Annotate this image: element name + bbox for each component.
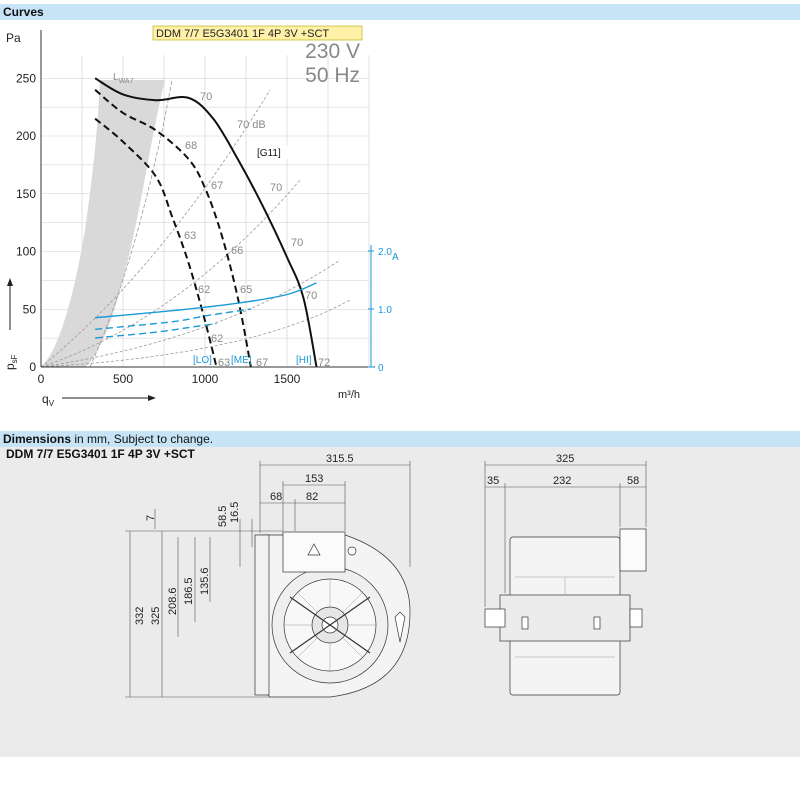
- y2-tick-label: 0: [378, 363, 384, 374]
- side-dim-232: 232: [553, 475, 572, 487]
- dim-16-5: 16.5: [229, 501, 241, 523]
- y-unit-label: Pa: [6, 31, 21, 45]
- side-dim-325: 325: [556, 453, 575, 465]
- y-symbol: [3, 354, 19, 370]
- y-tick-label: 50: [22, 302, 36, 317]
- g11-tag: [G11]: [257, 148, 281, 159]
- front-view: [255, 532, 410, 697]
- current-curve-lo: [95, 324, 216, 339]
- db-label: 70: [270, 182, 283, 194]
- y-tick-label: 250: [15, 71, 36, 86]
- fan-curves-chart: [0, 20, 800, 410]
- stall-area: [41, 80, 165, 367]
- speed-label-me: [ME]: [231, 355, 252, 366]
- y-tick-label: 100: [15, 244, 36, 259]
- db-label: 62: [211, 333, 224, 345]
- db-label: 72: [318, 357, 331, 369]
- x-symbol: $q_V$: [42, 392, 55, 408]
- y-tick-label: 200: [15, 129, 36, 143]
- dim-58-5: 58.5: [217, 505, 229, 527]
- x-arrow-head: [148, 395, 156, 401]
- dimensions-title: Dimensions: [3, 432, 72, 446]
- x-tick-label: 0: [37, 372, 45, 386]
- y-tick-label: 0: [29, 360, 36, 374]
- speed-label-lo: [LO]: [193, 355, 212, 366]
- x-tick-label: 1000: [191, 372, 219, 386]
- dimensions-model-label: DDM 7/7 E5G3401 1F 4P 3V +SCT: [6, 447, 195, 461]
- voltage-label: 230 V: [305, 40, 360, 63]
- dimension-drawing: [0, 447, 800, 757]
- db-label: 63: [184, 230, 197, 242]
- db-label: 70: [305, 290, 318, 302]
- svg-text:psF: $p_{sF}$: [3, 354, 19, 370]
- dim-325: 325: [150, 606, 162, 625]
- dimensions-panel: [0, 447, 800, 757]
- dim-68: 68: [270, 491, 283, 503]
- side-motor-box: [620, 529, 646, 571]
- db-label: 70: [291, 237, 304, 249]
- side-dim-35: 35: [487, 475, 500, 487]
- speed-label-hi: [HI]: [296, 355, 312, 366]
- dimensions-section-header: [0, 431, 800, 447]
- db-label: 70: [200, 91, 213, 103]
- side-dim-58: 58: [627, 475, 640, 487]
- db-label: 68: [185, 140, 198, 152]
- db-label: 67: [256, 357, 269, 369]
- db-label: 70 dB: [237, 119, 266, 131]
- dimensions-subtitle: in mm, Subject to change.: [74, 432, 214, 446]
- dim-135-6: 135.6: [199, 567, 211, 595]
- y-arrow-head: [7, 278, 13, 286]
- dim-208-6: 208.6: [167, 587, 179, 615]
- y2-unit-label: A: [392, 252, 399, 263]
- x-tick-label: 1500: [273, 372, 301, 386]
- model-label: DDM 7/7 E5G3401 1F 4P 3V +SCT: [156, 28, 330, 40]
- y2-tick-label: 2.0: [378, 247, 392, 258]
- current-curve-me: [95, 309, 251, 329]
- y2-tick-label: 1.0: [378, 305, 392, 316]
- curves-title: Curves: [3, 5, 44, 19]
- db-label: 67: [211, 180, 224, 192]
- dim-186-5: 186.5: [183, 577, 195, 605]
- db-label: 65: [240, 284, 253, 296]
- dim-7: 7: [145, 514, 157, 521]
- db-label: 63: [218, 357, 231, 369]
- dim-315-5: 315.5: [326, 453, 354, 465]
- dim-82: 82: [306, 491, 319, 503]
- curves-section-header: [0, 4, 800, 20]
- y-tick-label: 150: [15, 186, 36, 201]
- dim-153: 153: [305, 473, 324, 485]
- frequency-label: 50 Hz: [305, 64, 360, 87]
- x-tick-label: 500: [112, 372, 134, 386]
- db-label: 62: [198, 284, 211, 296]
- dim-332: 332: [134, 606, 146, 625]
- db-label: 66: [231, 245, 244, 257]
- lwa-label: $L_{WA7}$: [113, 72, 134, 85]
- x-unit-label: m³/h: [338, 389, 360, 401]
- side-view: [485, 529, 646, 695]
